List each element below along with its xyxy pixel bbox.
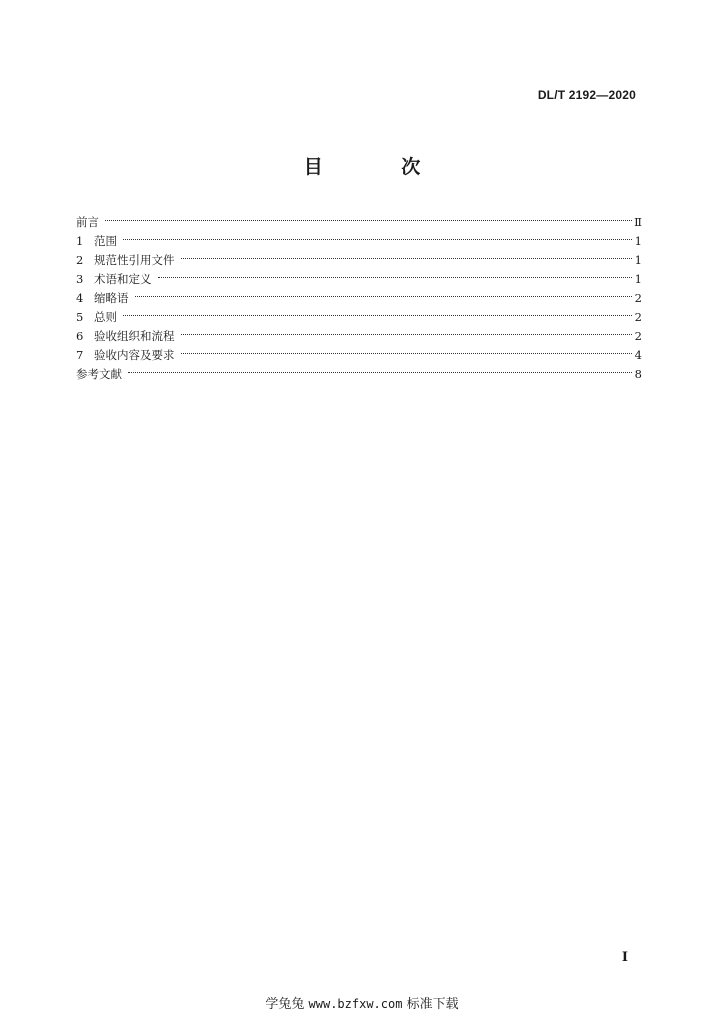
- toc-entry-number: 1: [76, 234, 84, 248]
- toc-entry-number: 7: [76, 348, 84, 362]
- toc-entry-page: 8: [634, 367, 642, 381]
- footer-tagline: 标准下载: [406, 997, 459, 1012]
- toc-entry-number: 2: [76, 253, 84, 267]
- toc-entry-scope[interactable]: [76, 226, 642, 248]
- toc-entry-label: 术语和定义: [94, 272, 152, 286]
- toc-leader-dots: [181, 321, 633, 340]
- toc-entry-label: 验收组织和流程: [94, 329, 175, 343]
- footer-url-link[interactable]: www.bzfxw.com: [308, 997, 403, 1011]
- toc-entry-page: 1: [634, 253, 642, 267]
- toc-leader-dots: [123, 302, 632, 321]
- toc-entry-number: 3: [76, 272, 84, 286]
- toc-entry-normative-references[interactable]: [76, 245, 642, 267]
- toc-entry-label: 总则: [94, 310, 117, 324]
- toc-entry-foreword[interactable]: [76, 207, 642, 229]
- toc-entry-number: 6: [76, 329, 84, 343]
- toc-entry-bibliography[interactable]: [76, 359, 642, 381]
- toc-leader-dots: [105, 207, 632, 226]
- toc-leader-dots: [181, 340, 633, 359]
- table-of-contents: [76, 207, 642, 381]
- footer-watermark: [0, 993, 724, 1012]
- toc-leader-dots: [158, 264, 633, 283]
- toc-entry-page: 2: [634, 291, 642, 305]
- toc-leader-dots: [135, 283, 633, 302]
- toc-entry-page: 2: [634, 310, 642, 324]
- toc-entry-terms-definitions[interactable]: [76, 264, 642, 286]
- toc-entry-label: 缩略语: [94, 291, 129, 305]
- toc-leader-dots: [123, 226, 632, 245]
- footer-site-name: 学兔兔: [265, 997, 305, 1012]
- toc-entry-page: Ⅱ: [634, 215, 642, 229]
- toc-entry-label: 范围: [94, 234, 117, 248]
- toc-entry-acceptance-organization[interactable]: [76, 321, 642, 343]
- toc-leader-dots: [181, 245, 633, 264]
- toc-entry-page: 4: [634, 348, 642, 362]
- toc-entry-page: 1: [634, 272, 642, 286]
- standard-code: DL/T 2192—2020: [537, 88, 636, 102]
- toc-entry-label: 验收内容及要求: [94, 348, 175, 362]
- toc-entry-label: 参考文献: [76, 367, 122, 381]
- toc-entry-general[interactable]: [76, 302, 642, 324]
- toc-leader-dots: [128, 359, 632, 378]
- page-number: I: [621, 950, 628, 965]
- toc-entry-label: 前言: [76, 215, 99, 229]
- toc-entry-page: 2: [634, 329, 642, 343]
- toc-entry-number: 4: [76, 291, 84, 305]
- toc-entry-abbreviations[interactable]: [76, 283, 642, 305]
- toc-entry-label: 规范性引用文件: [94, 253, 175, 267]
- toc-title: 目 次: [303, 156, 457, 178]
- toc-entry-page: 1: [634, 234, 642, 248]
- toc-entry-number: 5: [76, 310, 84, 324]
